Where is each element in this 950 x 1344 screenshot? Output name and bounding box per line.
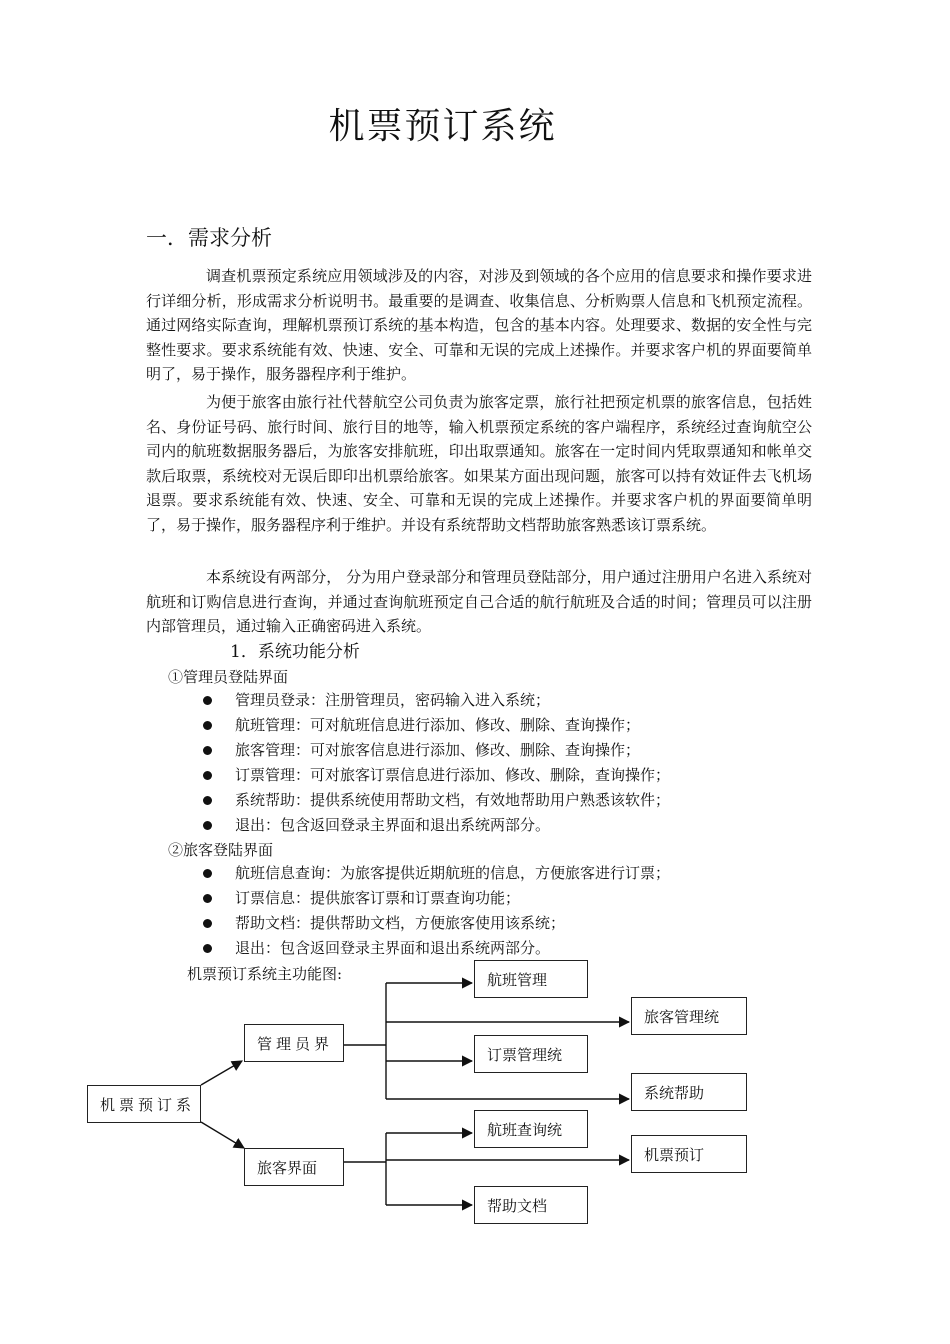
list-item-text: 退出：包含返回登录主界面和退出系统两部分。 (235, 939, 551, 957)
admin-group-title: ①管理员登陆界面 (168, 668, 289, 686)
node-flight-management: 航班管理 (474, 960, 588, 998)
node-help-docs: 帮助文档 (474, 1186, 588, 1224)
paragraph-system-parts: 本系统设有两部分， 分为用户登录部分和管理员登陆部分，用户通过注册用户名进入系统对航班和订购信息进行查询，并通过查询航班预定自己合适的航行航班及合适的时间；管理员可以注册内部管理员，通过输入正确密码进入系统。 (146, 568, 812, 635)
paragraph-booking-process: 为便于旅客由旅行社代替航空公司负责为旅客定票，旅行社把预定机票的旅客信息，包括姓名、身份证号码、旅行时间、旅行目的地等，输入机票预定系统的客户端程序，系统经过查询航空公司内的航班数据服务器后，为旅客安排航班，印出取票通知。旅客在一定时间内凭取票通知和帐单交款后取票，系统校对无误后即印出机票给旅客。如果某方面出现问题，旅客可以持有效证件去飞机场退票。要求系统能有效、快速、安全、可靠和无误的完成上述操作。并要求客户机的界面要简单明了，易于操作，服务器程序利于维护。并设有系统帮助文档帮助旅客熟悉该订票系统。 (146, 393, 812, 534)
list-item-text: 航班管理：可对航班信息进行添加、修改、删除、查询操作； (235, 716, 641, 734)
paragraph-requirements: 调查机票预定系统应用领域涉及的内容，对涉及到领域的各个应用的信息要求和操作要求进行详细分析，形成需求分析说明书。最重要的是调查、收集信息、分析购票人信息和飞机预定流程。通过网络实际查询，理解机票预订系统的基本构造，包含的基本内容。处理要求、数据的安全性与完整性要求。要求系统能有效、快速、安全、可靠和无误的完成上述操作。并要求客户机的界面要简单明了，易于操作，服务器程序利于维护。 (146, 267, 812, 383)
node-root: 机票预订系 (87, 1085, 201, 1123)
node-ticket-booking: 机票预订 (631, 1135, 747, 1173)
node-flight-query: 航班查询统 (474, 1110, 588, 1148)
edge-root-admin (201, 1061, 242, 1085)
diagram-caption: 机票预订系统主功能图: (187, 965, 343, 983)
node-admin: 管理员界 (244, 1024, 344, 1062)
list-item-text: 旅客管理：可对旅客信息进行添加、修改、删除、查询操作； (235, 741, 641, 759)
list-item-text: 退出：包含返回登录主界面和退出系统两部分。 (235, 816, 551, 834)
list-item-text: 管理员登录：注册管理员，密码输入进入系统； (235, 691, 551, 709)
node-passenger-management: 旅客管理统 (631, 997, 747, 1035)
passenger-group-title: ②旅客登陆界面 (168, 841, 274, 859)
node-ticket-management: 订票管理统 (474, 1035, 588, 1073)
list-item-text: 帮助文档：提供帮助文档，方便旅客使用该系统； (235, 914, 566, 932)
page-title: 机票预订系统 (328, 106, 557, 147)
list-item-text: 系统帮助：提供系统使用帮助文档，有效地帮助用户熟悉该软件； (235, 791, 671, 809)
node-passenger: 旅客界面 (244, 1148, 344, 1186)
node-system-help: 系统帮助 (631, 1073, 747, 1111)
list-item-text: 航班信息查询：为旅客提供近期航班的信息，方便旅客进行订票； (235, 864, 671, 882)
list-item-text: 订票管理：可对旅客订票信息进行添加、修改、删除，查询操作； (235, 766, 671, 784)
list-item-text: 订票信息：提供旅客订票和订票查询功能； (235, 889, 521, 907)
edge-root-passenger (201, 1122, 244, 1148)
subsection-heading: 1．系统功能分析 (230, 642, 360, 662)
section-heading: 一．需求分析 (146, 226, 272, 250)
